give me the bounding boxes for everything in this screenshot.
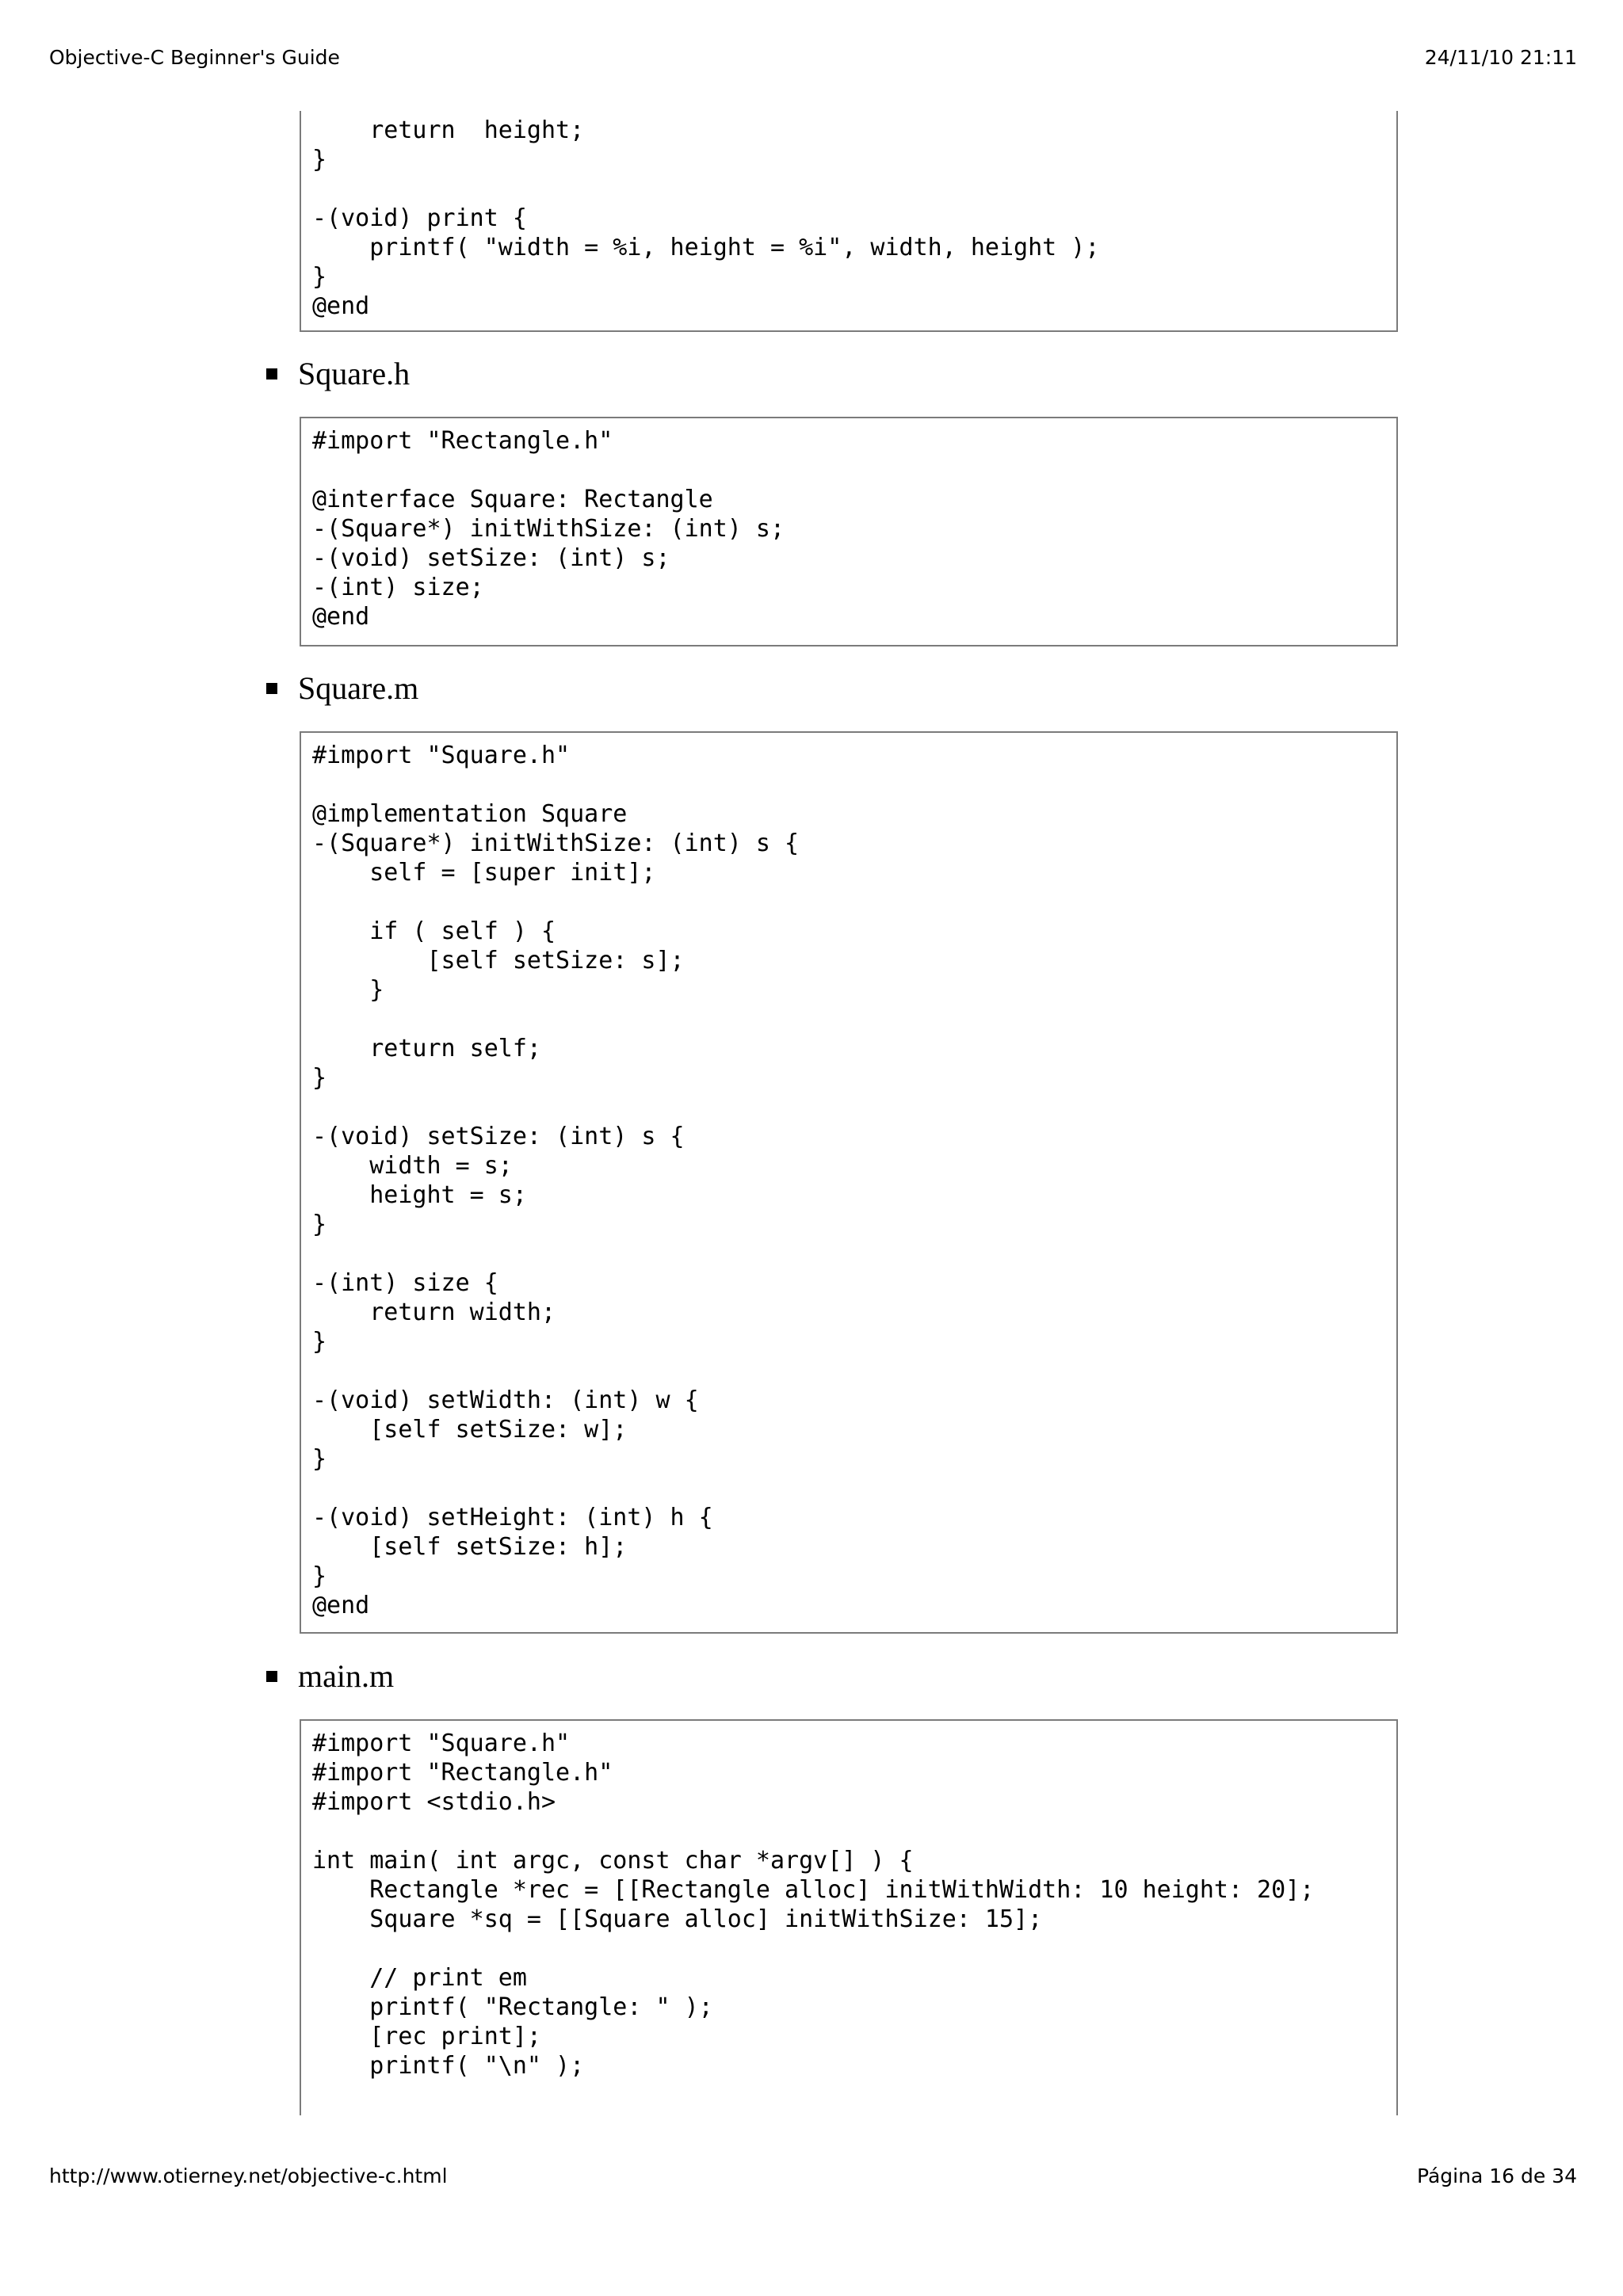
square-bullet-icon bbox=[266, 1671, 277, 1682]
file-name: main.m bbox=[298, 1658, 395, 1694]
code-block-rectangle-m-continued bbox=[300, 111, 1398, 332]
list-item-square-m bbox=[266, 669, 418, 707]
list-item-main-m bbox=[266, 1657, 394, 1695]
code-text: #import "Square.h" @implementation Square -(Square*) initWithSize: (int) s { self = [super init]; if ( self ) { [self setSize: s]; } return self; } -(void) setSize: (int) s { width = s; height = s; } -(int) size { return width; } -(void) setWidth: (int) w { [self setSize: w]; } -(void) setHeight: (int) h { [self setSize: h]; } @end bbox=[312, 742, 800, 1619]
print-footer bbox=[49, 2164, 1577, 2187]
code-text: #import "Rectangle.h" @interface Square: Rectangle -(Square*) initWithSize: (int) s; -(void) setSize: (int) s; -(int) size; @end bbox=[312, 427, 785, 631]
code-block-main-m bbox=[300, 1719, 1398, 2115]
file-name: Square.h bbox=[298, 356, 411, 391]
page-url-link[interactable]: http://www.otierney.net/objective-c.html bbox=[49, 2164, 448, 2187]
file-name: Square.m bbox=[298, 670, 419, 706]
code-text: #import "Square.h" #import "Rectangle.h" #import <stdio.h> int main( int argc, const char *argv[] ) { Rectangle *rec = [[Rectangle alloc] initWithWidth: 10 height: 20]; Square *sq = [[Square alloc] initWithSize: 15]; // print em printf( "Rectangle: " ); [rec print]; printf( "\n" ); bbox=[312, 1730, 1315, 2080]
code-block-square-h bbox=[300, 417, 1398, 646]
square-bullet-icon bbox=[266, 368, 277, 379]
code-text: return height; } -(void) print { printf( "width = %i, height = %i", width, height ); } @end bbox=[312, 116, 1100, 320]
list-item-square-h bbox=[266, 355, 410, 392]
page-number: Página 16 de 34 bbox=[1417, 2164, 1577, 2187]
print-datetime: 24/11/10 21:11 bbox=[1424, 46, 1577, 69]
code-block-square-m bbox=[300, 731, 1398, 1634]
square-bullet-icon bbox=[266, 683, 277, 694]
document-title: Objective-C Beginner's Guide bbox=[49, 46, 340, 69]
